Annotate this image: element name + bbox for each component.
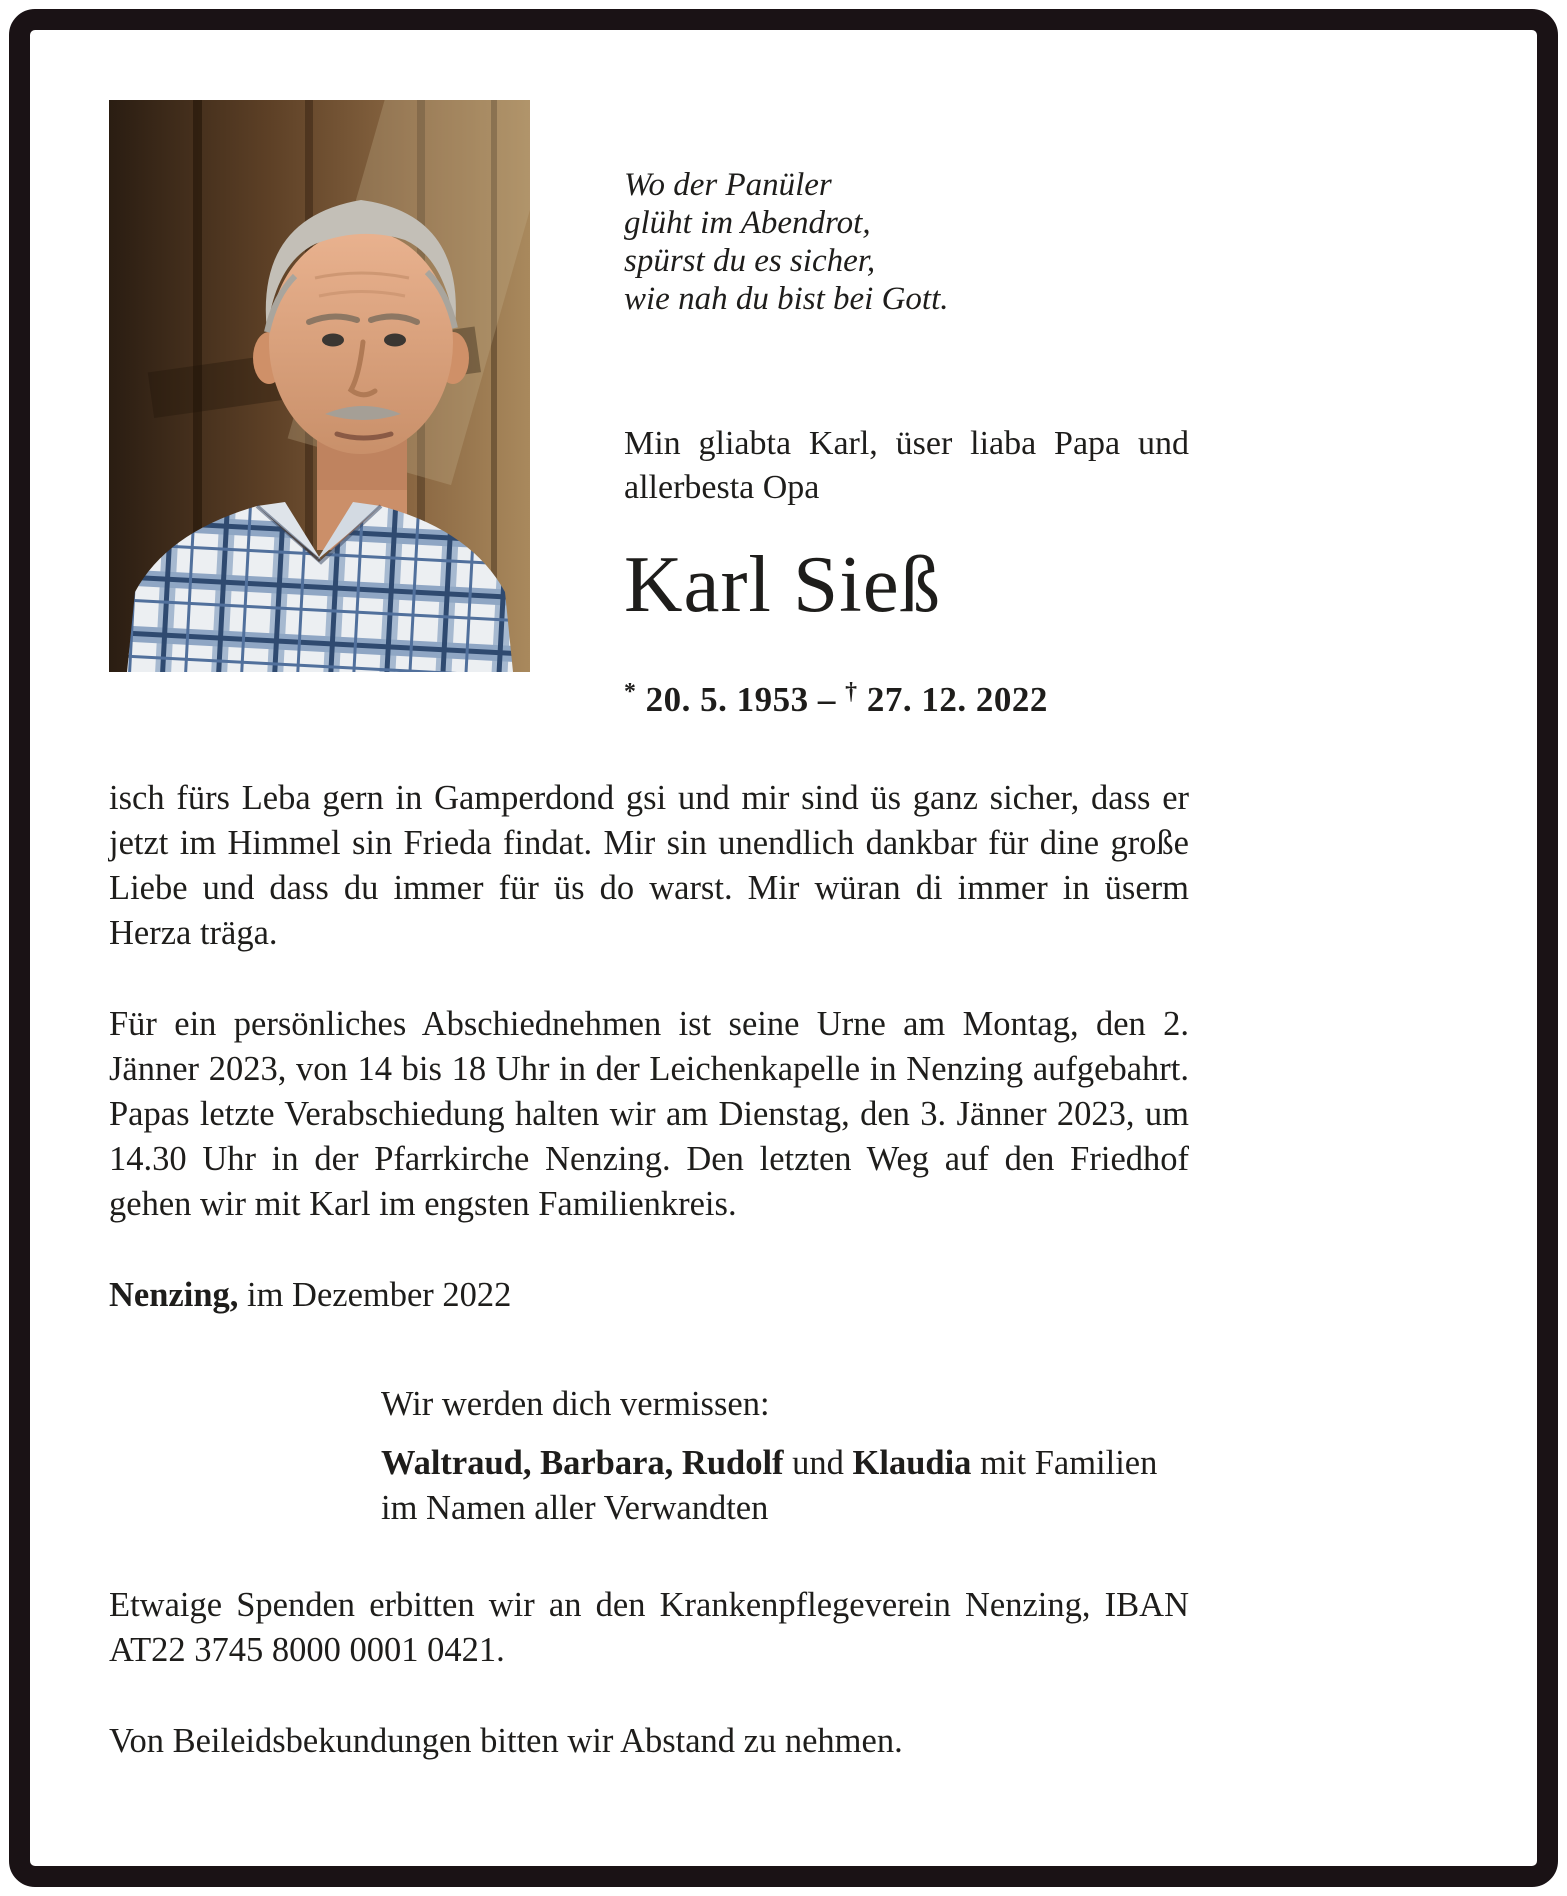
deceased-name: Karl Sieß — [624, 539, 942, 629]
tribute-paragraph: isch fürs Leba gern in Gamperdond gsi und mir sind üs ganz sicher, dass er jetzt im Himmel sin Frieda findat. Mir sin unendlich dankbar für dine große Liebe und dass du immer für üs do warst. Mir würan di immer in üserm Herza träga. — [109, 779, 1189, 953]
life-dates — [624, 679, 1189, 720]
farewell-heading: Wir werden dich vermissen: — [381, 1385, 770, 1424]
obituary-content — [109, 100, 1189, 1799]
birth-symbol: * — [624, 679, 637, 706]
portrait-photo — [109, 100, 530, 672]
header-text-column — [624, 100, 1189, 720]
dates-separator: – — [817, 680, 836, 720]
family-names-suffix: mit Familien — [971, 1444, 1158, 1483]
birth-date: 20. 5. 1953 — [645, 680, 809, 720]
funeral-details-paragraph: Für ein persönliches Abschiednehmen ist seine Urne am Montag, den 2. Jänner 2023, von 14 bis 18 Uhr in der Leichenkapelle in Nenzing aufgebahrt. Papas letzte Verabschiedung halten wir am Dienstag, den 3. Jänner 2023, um 14.30 Uhr in der Pfarrkirche Nenzing. Den letzten Weg auf den Friedhof gehen wir mit Karl im engsten Familienkreis. — [109, 1005, 1189, 1224]
condolence-note: Von Beileidsbekundungen bitten wir Abstand zu nehmen. — [109, 1722, 903, 1761]
poem-line: glüht im Abendrot, — [624, 205, 871, 241]
place-dateline — [109, 1273, 1189, 1318]
poem-line: Wo der Panüler — [624, 167, 832, 203]
poem-line: wie nah du bist bei Gott. — [624, 281, 949, 317]
intro-text: Min gliabta Karl, üser liaba Papa und allerbesta Opa — [624, 425, 1189, 506]
farewell-section — [381, 1382, 1189, 1531]
place-name: Nenzing, — [109, 1276, 239, 1315]
family-names-line — [381, 1441, 1189, 1486]
family-names-group1: Waltraud, Barbara, Rudolf — [381, 1444, 784, 1483]
dateline-rest: im Dezember 2022 — [238, 1276, 512, 1315]
memorial-poem — [624, 166, 1189, 318]
top-section — [109, 100, 1189, 720]
family-names-connector: und — [783, 1444, 853, 1483]
death-cross-symbol: † — [845, 679, 858, 706]
relatives-line: im Namen aller Verwandten — [381, 1489, 769, 1528]
death-date: 27. 12. 2022 — [866, 680, 1048, 720]
donation-paragraph: Etwaige Spenden erbitten wir an den Krankenpflegeverein Nenzing, IBAN AT22 3745 8000 0001 0421. — [109, 1586, 1189, 1670]
poem-line: spürst du es sicher, — [624, 243, 876, 279]
portrait-illustration — [109, 100, 530, 672]
obituary-body — [109, 776, 1189, 1764]
family-names-group2: Klaudia — [852, 1444, 972, 1483]
